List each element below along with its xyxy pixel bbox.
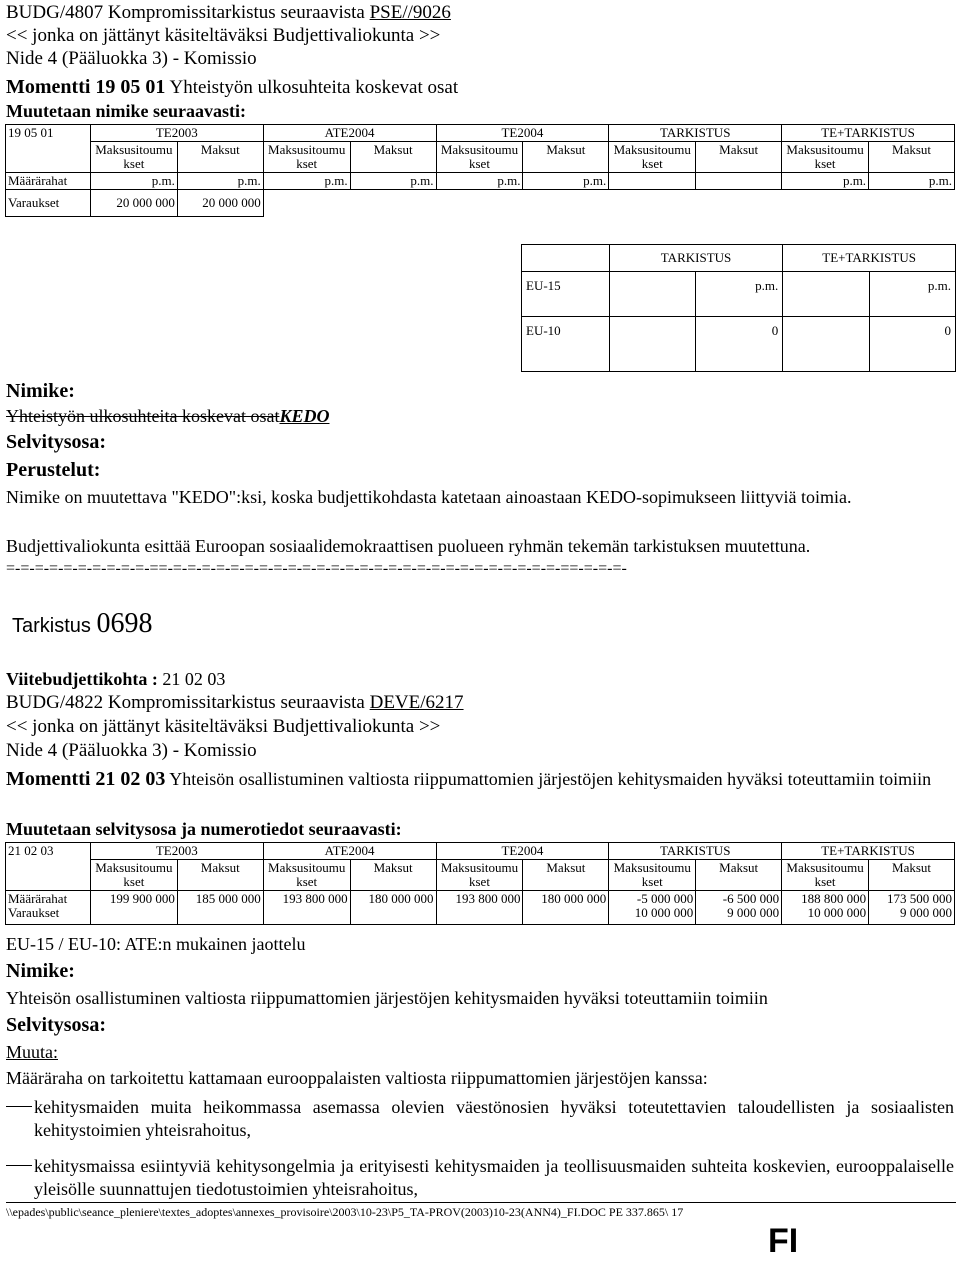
bullet-dash (6, 1106, 32, 1107)
header-te-tarkistus: TE+TARKISTUS (783, 245, 956, 272)
change-instruction: Muutetaan selvitysosa ja numerotiedot seuraavasti: (6, 819, 402, 839)
table-cell: 20 000 000 (90, 190, 177, 217)
table-cell: -6 500 000 9 000 000 (696, 891, 782, 925)
separator-line: =-=-=-=-=-=-=-=-=-=-==-=-=-=-=-=-=-=-=-=-=-=-=-=-=-=-=-=-=-=-=-=-=-=-=-=-=-=-==-=-=-=- (6, 560, 627, 577)
muuta-heading: Muuta: (6, 1042, 58, 1062)
sub-header-commitments: Maksusitoumu kset (436, 860, 523, 891)
table-cell: p.m. (263, 173, 350, 190)
col-group-ate2004: ATE2004 (263, 125, 436, 142)
sub-header-payments: Maksut (177, 142, 263, 173)
budget-table-21-02-03 (5, 842, 955, 925)
table-cell: p.m. (177, 173, 263, 190)
table-cell: 185 000 000 (177, 891, 263, 925)
perustelut-paragraph-2: Budjettivaliokunta esittää Euroopan sosiaalidemokraattisen puolueen ryhmän tekemän tarkistuksen muutettuna. (6, 536, 811, 556)
sub-header-commitments: Maksusitoumu kset (263, 142, 350, 173)
table-cell: p.m. (436, 173, 523, 190)
amendment-reference-line: BUDG/4822 Kompromissitarkistus seuraavista DEVE/6217 (6, 692, 464, 713)
row-label-eu10: EU-10 (522, 317, 610, 372)
table-cell: 199 900 000 (90, 891, 177, 925)
budget-table-19-05-01 (5, 124, 955, 217)
sub-header-payments: Maksut (177, 860, 263, 891)
sub-header-payments: Maksut (869, 860, 955, 891)
col-group-ate2004: ATE2004 (263, 843, 436, 860)
list-item: kehitysmaiden muita heikommassa asemassa olevien väestönosien hyväksi toteutettavien taloudellisten ja sosiaalisten kehitystoimien yhteisrahoitus, (34, 1097, 954, 1140)
col-group-te2003: TE2003 (90, 843, 263, 860)
change-instruction: Muutetaan nimike seuraavasti: (6, 101, 246, 121)
row-label-eu15: EU-15 (522, 272, 610, 317)
table-cell: 180 000 000 (350, 891, 436, 925)
sub-header-commitments: Maksusitoumu kset (609, 142, 696, 173)
viitebudjettikohta: Viitebudjettikohta : 21 02 03 (6, 669, 226, 689)
nimike-new: KEDO (279, 406, 330, 426)
table-cell: p.m. (870, 272, 956, 317)
source-link[interactable]: DEVE/6217 (369, 692, 464, 713)
nimike-value: Yhteisön osallistuminen valtiosta riippumattomien järjestöjen kehitysmaiden hyväksi toteuttamiin toimiin (6, 988, 768, 1008)
col-group-te-tarkistus: TE+TARKISTUS (782, 843, 955, 860)
muuta-paragraph: Määräraha on tarkoitettu kattamaan eurooppalaisten valtiosta riippumattomien järjestöjen kanssa: (6, 1068, 708, 1088)
table-cell: p.m. (523, 173, 609, 190)
tarkistus-heading: Tarkistus 0698 (12, 608, 153, 639)
table-cell: 180 000 000 (523, 891, 609, 925)
table-cell: 188 800 000 10 000 000 (782, 891, 869, 925)
table-cell: 173 500 000 9 000 000 (869, 891, 955, 925)
sub-header-payments: Maksut (696, 860, 782, 891)
sub-header-payments: Maksut (350, 860, 436, 891)
col-group-te2004: TE2004 (436, 843, 609, 860)
committee-line: << jonka on jättänyt käsiteltäväksi Budjettivaliokunta >> (6, 716, 441, 737)
sub-header-commitments: Maksusitoumu kset (609, 860, 696, 891)
table-cell (609, 173, 696, 190)
row-label-maararahat: Määrärahat (6, 173, 91, 190)
source-link[interactable]: PSE//9026 (369, 2, 451, 23)
footer-rule (6, 1202, 956, 1203)
table-cell: -5 000 000 10 000 000 (609, 891, 696, 925)
sub-header-commitments: Maksusitoumu kset (782, 142, 869, 173)
momentti-heading: Momentti 21 02 03 Yhteisön osallistuminen valtiosta riippumattomien järjestöjen kehitysmaiden hyväksi toteuttamiin toimiin (6, 768, 932, 790)
table-row (6, 173, 955, 190)
footer-path: \\epades\public\seance_pleniere\textes_adoptes\annexes_provisoire\2003\10-23\P5_TA-PROV(2003)10-23(ANN4)_FI.DOC PE 337.865\ 17 (6, 1205, 684, 1219)
momentti-heading: Momentti 19 05 01 Yhteistyön ulkosuhteita koskevat osat (6, 76, 459, 98)
perustelut-heading: Perustelut: (6, 459, 101, 481)
sub-header-payments: Maksut (523, 860, 609, 891)
table-cell: 0 (870, 317, 956, 372)
eu-split-table (521, 244, 956, 372)
row-labels: Määrärahat Varaukset (6, 891, 91, 925)
amendment-reference-line: BUDG/4807 Kompromissitarkistus seuraavista PSE//9026 (6, 2, 451, 23)
sub-header-payments: Maksut (696, 142, 782, 173)
sub-header-payments: Maksut (523, 142, 609, 173)
table-row (6, 891, 955, 925)
selvitysosa-heading: Selvitysosa: (6, 1014, 106, 1036)
nimike-heading: Nimike: (6, 960, 75, 982)
sub-header-payments: Maksut (869, 142, 955, 173)
sub-header-commitments: Maksusitoumu kset (782, 860, 869, 891)
nimike-heading: Nimike: (6, 380, 75, 402)
table-row (522, 317, 956, 372)
selvitysosa-heading: Selvitysosa: (6, 431, 106, 453)
col-group-te2003: TE2003 (90, 125, 263, 142)
header-tarkistus: TARKISTUS (609, 245, 783, 272)
col-group-tarkistus: TARKISTUS (609, 125, 782, 142)
sub-header-commitments: Maksusitoumu kset (90, 860, 177, 891)
table-cell: 193 800 000 (436, 891, 523, 925)
bullet-dash (6, 1165, 32, 1166)
nimike-value (6, 406, 329, 427)
col-group-tarkistus: TARKISTUS (609, 843, 782, 860)
volume-line: Nide 4 (Pääluokka 3) - Komissio (6, 48, 257, 69)
col-group-te-tarkistus: TE+TARKISTUS (782, 125, 955, 142)
sub-header-commitments: Maksusitoumu kset (436, 142, 523, 173)
table-cell (696, 173, 782, 190)
table-cell: p.m. (90, 173, 177, 190)
sub-header-payments: Maksut (350, 142, 436, 173)
list-item: kehitysmaissa esiintyviä kehitysongelmia ja erityisesti kehitysmaiden ja teollisuusmaiden suhteita koskevien, eurooppalaiselle yleisölle suunnattujen tiedotustoimien yhteisrahoitus, (34, 1156, 954, 1199)
table-cell: p.m. (696, 272, 783, 317)
eu-note: EU-15 / EU-10: ATE:n mukainen jaottelu (6, 934, 306, 954)
perustelut-paragraph-1: Nimike on muutettava "KEDO":ksi, koska budjettikohdasta katetaan ainoastaan KEDO-sopimukseen liittyviä toimia. (6, 487, 852, 507)
sub-header-commitments: Maksusitoumu kset (90, 142, 177, 173)
table-row (6, 190, 955, 217)
budget-code: 21 02 03 (6, 843, 91, 891)
committee-line: << jonka on jättänyt käsiteltäväksi Budjettivaliokunta >> (6, 25, 441, 46)
table-row (522, 272, 956, 317)
table-cell: p.m. (869, 173, 955, 190)
table-cell: p.m. (782, 173, 869, 190)
budget-code: 19 05 01 (6, 125, 91, 173)
language-code: FI (768, 1222, 799, 1260)
nimike-old: Yhteistyön ulkosuhteita koskevat osat (6, 406, 280, 426)
row-label-varaukset: Varaukset (6, 190, 91, 217)
col-group-te2004: TE2004 (436, 125, 609, 142)
table-cell: p.m. (350, 173, 436, 190)
table-cell: 0 (696, 317, 783, 372)
table-cell: 193 800 000 (263, 891, 350, 925)
table-cell: 20 000 000 (177, 190, 263, 217)
sub-header-commitments: Maksusitoumu kset (263, 860, 350, 891)
volume-line: Nide 4 (Pääluokka 3) - Komissio (6, 740, 257, 761)
